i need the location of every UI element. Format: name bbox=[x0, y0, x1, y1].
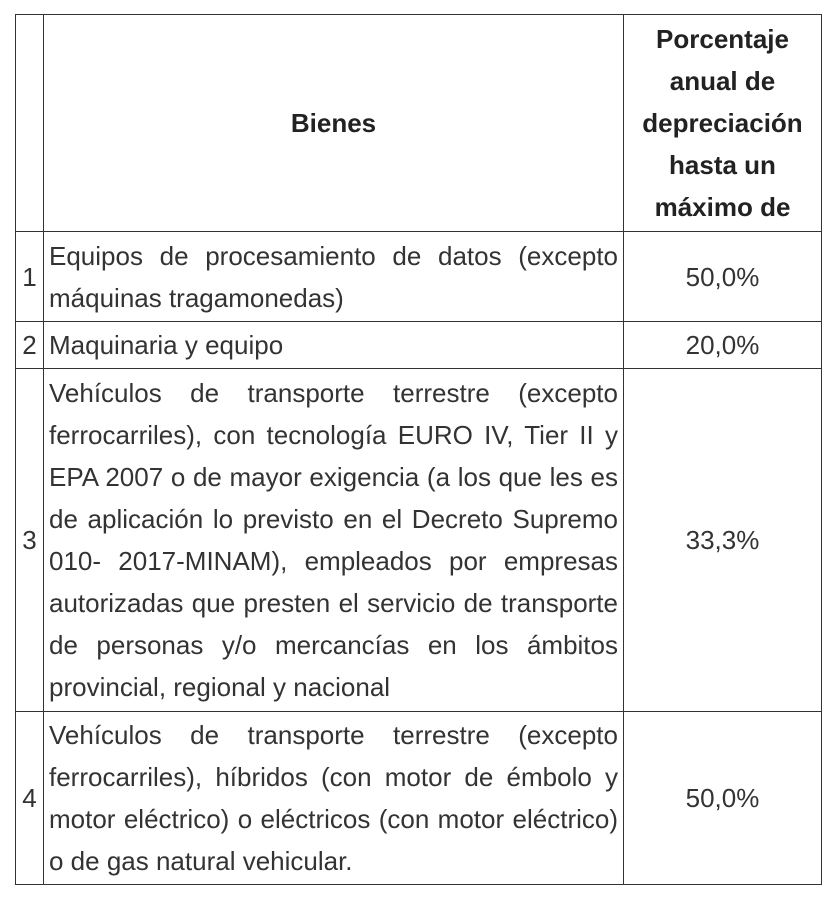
header-percentage-cell: Porcentaje anual de depreciación hasta un máximo de bbox=[624, 15, 822, 232]
header-goods-cell: Bienes bbox=[44, 15, 624, 232]
depreciation-table-container bbox=[15, 14, 822, 885]
table-row bbox=[16, 712, 822, 885]
row-number-cell: 1 bbox=[16, 232, 44, 322]
header-number-cell bbox=[16, 15, 44, 232]
row-description-cell: Maquinaria y equipo bbox=[44, 322, 624, 369]
row-percentage-cell: 20,0% bbox=[624, 322, 822, 369]
row-percentage-cell: 33,3% bbox=[624, 369, 822, 712]
row-description-cell: Equipos de procesamiento de datos (excepto máquinas tragamonedas) bbox=[44, 232, 624, 322]
table-row bbox=[16, 322, 822, 369]
row-percentage-cell: 50,0% bbox=[624, 232, 822, 322]
table-header-row bbox=[16, 15, 822, 232]
depreciation-table bbox=[15, 14, 822, 885]
row-number-cell: 4 bbox=[16, 712, 44, 885]
row-number-cell: 3 bbox=[16, 369, 44, 712]
row-percentage-cell: 50,0% bbox=[624, 712, 822, 885]
row-description-cell: Vehículos de transporte terrestre (excepto ferrocarriles), con tecnología EURO IV, Tier II y EPA 2007 o de mayor exigencia (a los que les es de aplicación lo previsto en el Decreto Supremo 010- 2017-MINAM), empleados por empresas autorizadas que presten el servicio de transporte de personas y/o mercancías en los ámbitos provincial, regional y nacional bbox=[44, 369, 624, 712]
row-description-cell: Vehículos de transporte terrestre (excepto ferrocarriles), híbridos (con motor de émbolo y motor eléctrico) o eléctricos (con motor eléctrico) o de gas natural vehicular. bbox=[44, 712, 624, 885]
row-number-cell: 2 bbox=[16, 322, 44, 369]
table-row bbox=[16, 232, 822, 322]
table-row bbox=[16, 369, 822, 712]
